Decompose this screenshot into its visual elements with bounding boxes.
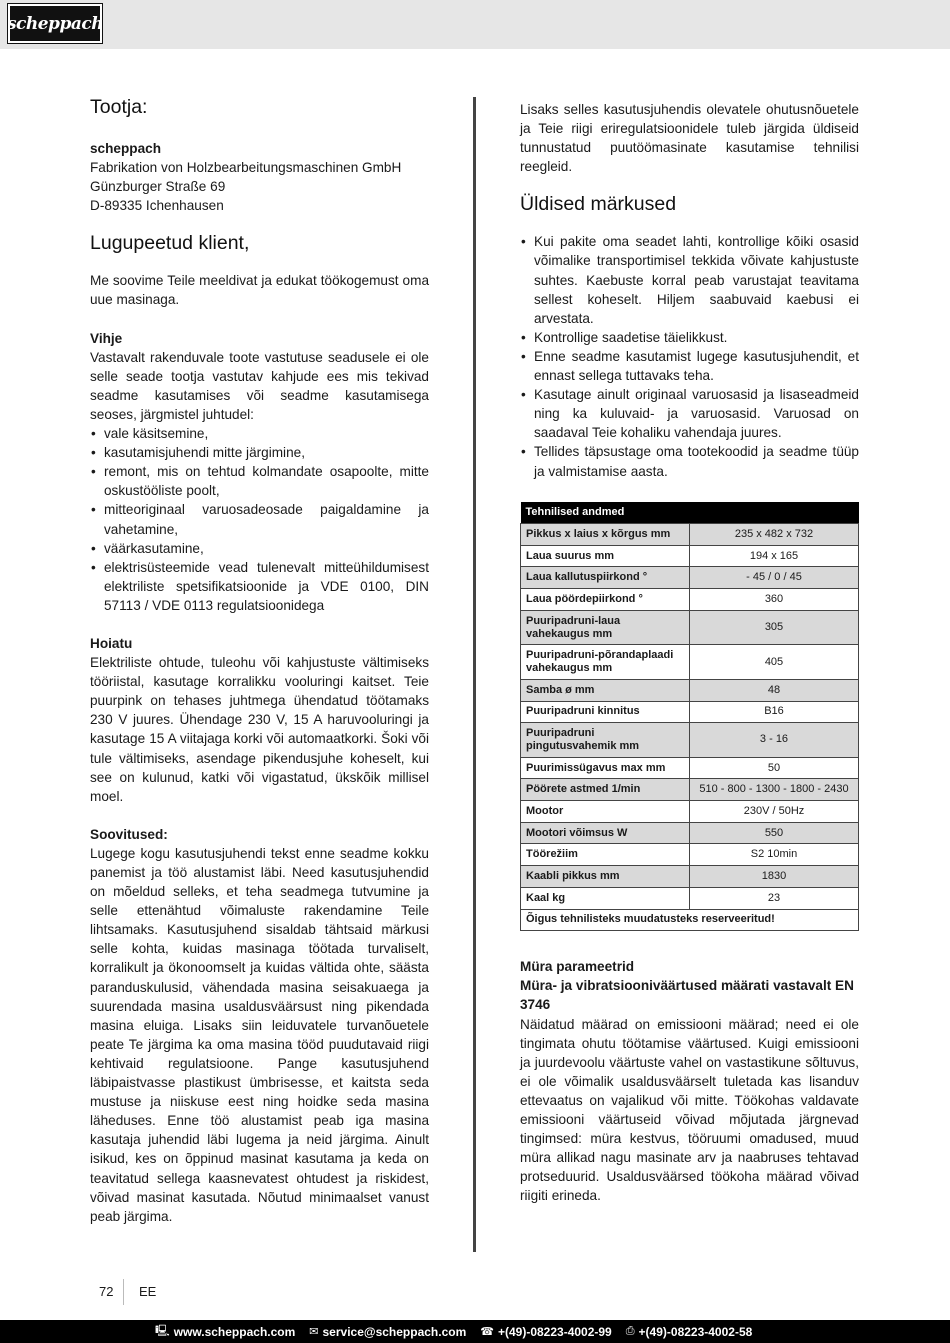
list-item: • mitteoriginaal varuosadeosade paigaldamine ja vahetamine, [90,500,429,538]
monitor-icon: 🖳 [155,1325,170,1337]
left-column [90,95,429,1226]
row-label: Laua kallutuspiirkond ° [521,567,690,589]
row-label: Kaabli pikkus mm [521,866,690,888]
table-row [521,645,859,680]
contact-bar [0,1320,950,1343]
row-value: 1830 [690,866,859,888]
table-header: Tehnilised andmed [521,502,859,524]
phone-text: +(49)-08223-4002-99 [497,1324,612,1339]
row-label: Pikkus x laius x kõrgus mm [521,524,690,546]
row-value: 3 - 16 [690,723,859,758]
list-item: • väärkasutamine, [90,539,429,558]
table-row [521,757,859,779]
language-code: EE [139,1284,157,1299]
header-bar [0,0,950,49]
page-number: 72 [99,1284,114,1299]
address-line: Fabrikation von Holzbearbeitungsmaschinen GmbH [90,160,402,176]
row-value: 305 [690,610,859,645]
footer-divider [123,1279,124,1305]
row-value: 360 [690,589,859,611]
list-item: • remont, mis on tehtud kolmandate osapoolte, mitte oskustööliste poolt, [90,462,429,500]
table-note: Õigus tehnilisteks muudatusteks reserveeritud! [521,909,859,931]
vihje-heading: Vihje [90,330,123,346]
row-value: - 45 / 0 / 45 [690,567,859,589]
table-row [521,589,859,611]
row-label: Puuripadruni-põrandaplaadi vahekaugus mm [521,645,690,680]
technical-data-table [520,502,859,932]
website-text: www.scheppach.com [173,1324,296,1339]
row-value: 50 [690,757,859,779]
list-item: • elektrisüsteemide vead tulenevalt mitteühildumisest elektriliste spetsifikatsioonide ja VDE 0100, DIN 57113 / VDE 0113 regulatsioonidega [90,558,429,615]
address-line: D-89335 Ichenhausen [90,198,224,214]
fax-link[interactable] [626,1325,753,1339]
row-label: Töörežiim [521,844,690,866]
table-row [521,866,859,888]
general-notes-list [520,232,859,480]
mail-icon: ✉ [309,1326,319,1338]
row-label: Pöörete astmed 1/min [521,779,690,801]
row-value: S2 10min [690,844,859,866]
column-divider [473,97,476,1252]
row-value: 405 [690,645,859,680]
row-label: Puurimissügavus max mm [521,757,690,779]
table-row [521,723,859,758]
row-value: 48 [690,679,859,701]
intro-text: Me soovime Teile meeldivat ja edukat töökogemust oma uue masinaga. [90,273,429,308]
table-row [521,524,859,546]
email-text: service@scheppach.com [322,1324,467,1339]
table-row [521,701,859,723]
row-label: Laua pöördepiirkond ° [521,589,690,611]
row-label: Puuripadruni kinnitus [521,701,690,723]
row-label: Puuripadruni pingutusvahemik mm [521,723,690,758]
row-label: Puuripadruni-laua vahekaugus mm [521,610,690,645]
list-item: • Tellides täpsustage oma tootekoodid ja seadme tüüp ja valmistamise aasta. [520,442,859,480]
right-column [520,100,859,1205]
row-label: Mootori võimsus W [521,822,690,844]
list-item: • kasutamisjuhendi mitte järgimine, [90,443,429,462]
manufacturer-heading: Tootja: [90,96,148,118]
greeting-heading: Lugupeetud klient, [90,232,250,255]
table-row [521,567,859,589]
safety-intro-text: Lisaks selles kasutusjuhendis olevatele ohutusnõuetele ja Teie riigi eriregulatsioonidele tuleb järgida üldiseid tunnustatud puutöömasinate kasutamise tehnilisi reegleid. [520,102,859,175]
list-item: • Enne seadme kasutamist lugege kasutusjuhendit, et ennast sellega tuttavaks teha. [520,347,859,385]
row-label: Mootor [521,801,690,823]
list-item: • Kui pakite oma seadet lahti, kontrollige kõiki osasid võimalike transportimisel tekkida võivate kahjustuste suhtes. Kaebuste korral peab varustajat teavitama sellest koheselt. Hiljem saabuvaid kaebusi ei arvestata. [520,232,859,327]
table-row [521,844,859,866]
website-link[interactable] [155,1322,295,1341]
row-value: B16 [690,701,859,723]
hoiatu-text: Elektriliste ohtude, tuleohu või kahjustuste vältimiseks tööriistal, kasutage korralikku vooluringi kaitset. Teie puurpink on tehases juhtmega ühendatud töötamaks 230 V juures. Ühendage 230 V, 15 A haruvooluringi ja kasutage 15 A viitajaga korki või automaatkorki. Šoki või tule vältimiseks, asendage pikendusjuhe koheselt, kui see on kulunud, katki või vigastatud, ükskõik millisel moel. [90,655,429,804]
fax-text: +(49)-08223-4002-58 [638,1324,753,1339]
table-row [521,610,859,645]
phone-link[interactable] [480,1325,611,1339]
row-value: 23 [690,887,859,909]
list-item: • Kontrollige saadetise täielikkust. [520,328,859,347]
row-label: Kaal kg [521,887,690,909]
list-item: • Kasutage ainult originaal varuosasid ja lisaseadmeid ning ka kuluvaid- ja varuosasid. Varuosad on saadaval Teie kohaliku vahendaja juures. [520,385,859,442]
table-row [521,887,859,909]
email-link[interactable] [309,1325,466,1339]
vihje-text: Vastavalt rakenduvale toote vastutuse seadusele ei ole selle seade tootja vastutav kahjude ees mis tekivad seadme kasutamises või seadme kasutamisega seoses, järgmistel juhtudel: [90,349,429,422]
vihje-list [90,424,429,615]
fax-icon: ⎙ [625,1325,635,1337]
row-value: 550 [690,822,859,844]
table-row [521,679,859,701]
row-label: Samba ø mm [521,679,690,701]
soovitused-text: Lugege kogu kasutusjuhendi tekst enne seadme kokku panemist ja töö alustamist läbi. Need kasutusjuhendid on mõeldud selleks, et teha seadmega tutvumine ja selle ettenähtud võimaluste rakendamine Teile lihtsamaks. Kasutusjuhend sisaldab tähtsaid märkusi selle kohta, kuidas masinaga töötada turvaliselt, korralikult ja ökonoomselt ja kuidas vältida ohte, säästa paranduskulusid, vähendada masina seisakuaega ja suurendada masina usaldusväärsust ning pikendada masina eluiga. Lisaks siin leiduvatele turvanõuetele peate Te järgima ka oma masina tööd puudutavaid riigi kehtivaid regulatsioone. Pange kasutusjuhend läbipaistvasse plastikust ümbrisesse, et kaitsta seda mustuse ja niiskuse eest ning hoidke seda masina läheduses. Enne töö alustamist peab iga masina kasutaja juhendid läbi lugema ja neid järgima. Ainult isikud, kes on õppinud masinat kasutama ja keda on teavitatud sellega kaasnevatest ohtudest ja riskidest, võivad masinat kasutada. Nõutud minimaalset vanust peab järgima. [90,845,429,1224]
logo-text: scheppach [6,13,104,34]
row-label: Laua suurus mm [521,545,690,567]
soovitused-heading: Soovitused: [90,826,168,842]
phone-icon: ☎ [480,1326,494,1338]
table-row [521,822,859,844]
table-row [521,545,859,567]
row-value: 230V / 50Hz [690,801,859,823]
noise-subheading: Müra- ja vibratsiooniväärtused määrati vastavalt EN 3746 [520,978,854,1013]
table-row [521,801,859,823]
table-row [521,909,859,931]
list-item: • vale käsitsemine, [90,424,429,443]
row-value: 194 x 165 [690,545,859,567]
company-name: scheppach [90,141,162,156]
scheppach-logo[interactable] [8,4,102,43]
row-value: 510 - 800 - 1300 - 1800 - 2430 [690,779,859,801]
hoiatu-heading: Hoiatu [90,635,133,651]
general-notes-heading: Üldised märkused [520,193,677,216]
noise-heading: Müra parameetrid [520,959,635,975]
row-value: 235 x 482 x 732 [690,524,859,546]
address-line: Günzburger Straße 69 [90,179,226,195]
table-row [521,779,859,801]
noise-text: Näidatud määrad on emissiooni määrad; need ei ole tingimata ohutu töötamise väärtused. Kuigi emissiooni ja juurdevoolu väärtuste vahel on vastastikune sõltuvus, ei ole võimalik usaldusväärselt tuletada kas lisanduv ettevaatus on vajalikud või mitte. Töökohas valdavate emissiooni väärtuseid võivad mõjutada järgnevad tingimsed: müra kestvus, tööruumi omadused, muud müra allikad nagu masinate arv ja naabruses tehtavad protseduurid. Usaldusväärsed töökoha määrad võivad riigiti erineda. [520,1016,859,1204]
